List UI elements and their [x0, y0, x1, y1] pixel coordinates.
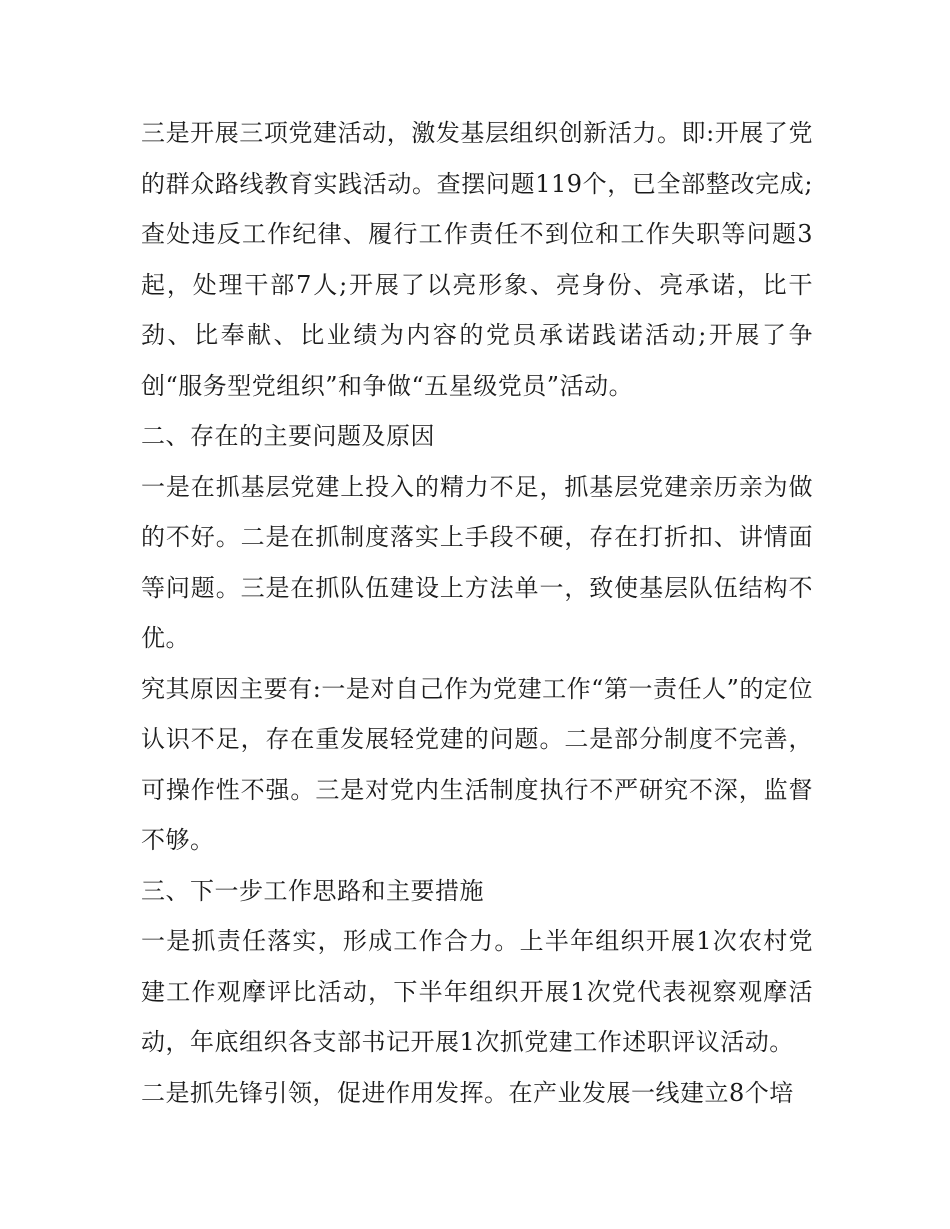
heading-problems-and-causes: 二、存在的主要问题及原因 [141, 422, 435, 450]
heading-next-steps: 三、下一步工作思路和主要措施 [141, 876, 484, 905]
paragraph-responsibility: 一是抓责任落实，形成工作合力。上半年组织开展1次农村党建工作观摩评比活动，下半年组织开展1次党代表视察观摩活动，年底组织各支部书记开展1次抓党建工作述职评议活动。 [141, 927, 813, 1056]
paragraph-vanguard: 二是抓先锋引领，促进作用发挥。在产业发展一线建立8个培 [141, 1078, 794, 1107]
paragraph-problems: 一是在抓基层党建上投入的精力不足，抓基层党建亲历亲为做的不好。二是在抓制度落实上手段不硬，存在打折扣、讲情面等问题。三是在抓队伍建设上方法单一，致使基层队伍结构不优。 [141, 472, 813, 652]
document-body [141, 108, 813, 1118]
paragraph-causes: 究其原因主要有:一是对自己作为党建工作“第一责任人”的定位认识不足，存在重发展轻党建的问题。二是部分制度不完善，可操作性不强。三是对党内生活制度执行不严研究不深，监督不够。 [141, 674, 813, 854]
paragraph-activities: 三是开展三项党建活动，激发基层组织创新活力。即:开展了党的群众路线教育实践活动。查摆问题119个，已全部整改完成;查处违反工作纪律、履行工作责任不到位和工作失职等问题3起，处理干部7人;开展了以亮形象、亮身份、亮承诺，比干劲、比奉献、比业绩为内容的党员承诺践诺活动;开展了争创“服务型党组织”和争做“五星级党员”活动。 [141, 119, 813, 400]
